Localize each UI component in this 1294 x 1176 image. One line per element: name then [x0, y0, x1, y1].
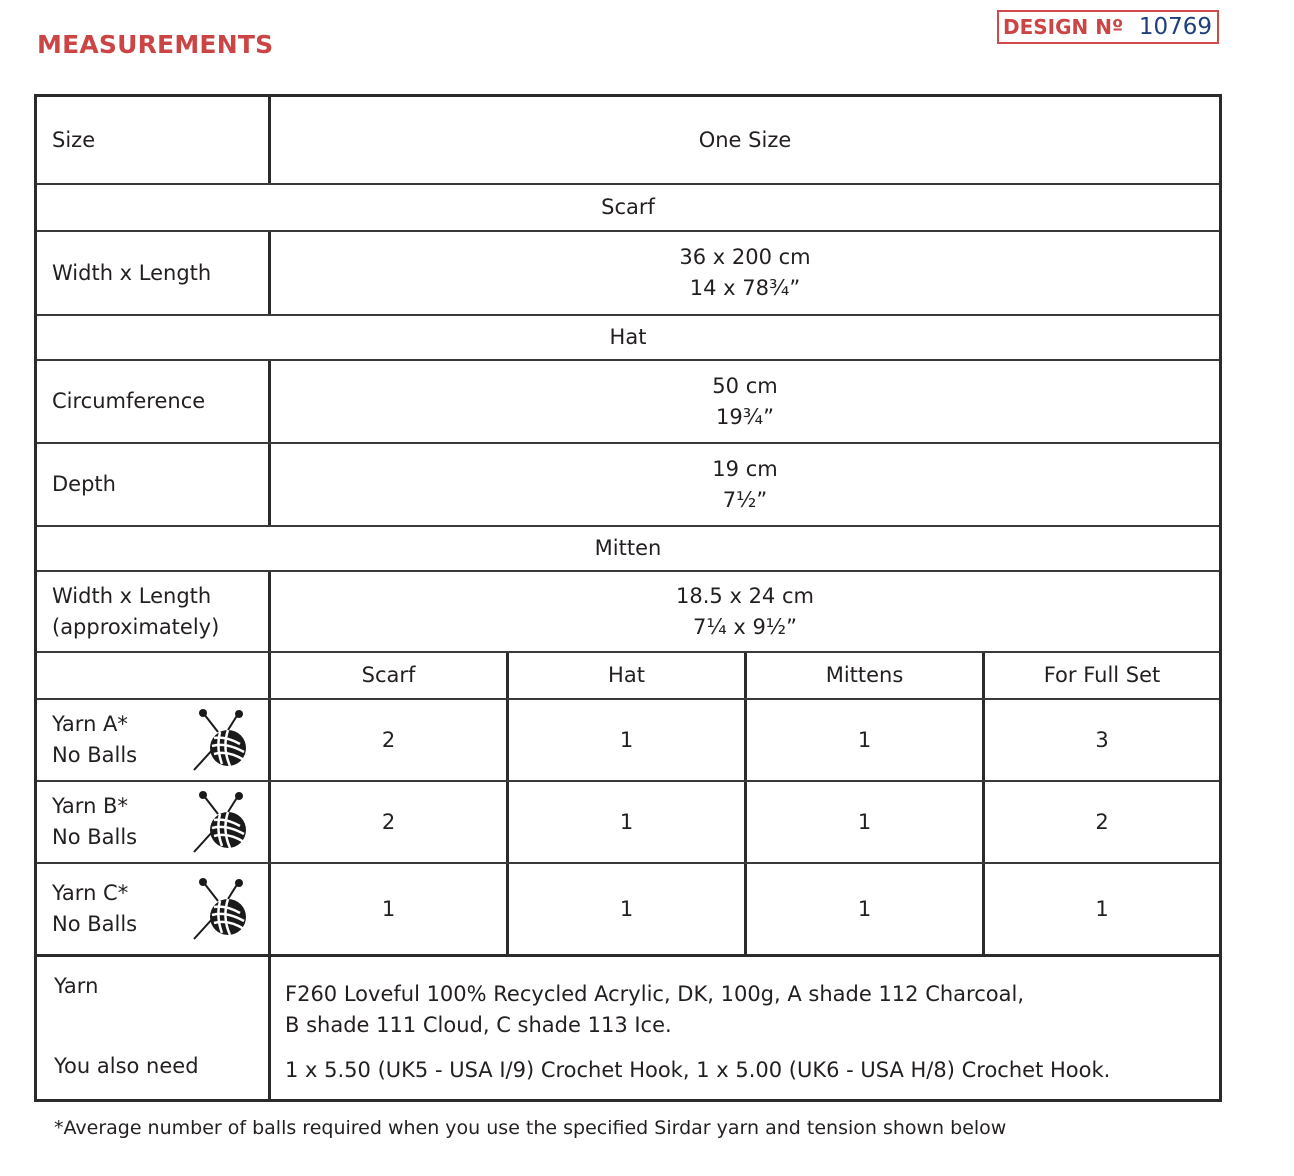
mitten-dimensions-label [37, 572, 271, 651]
yarn-a-label-line1: Yarn A* [52, 712, 128, 736]
yarn-ball-needles-icon [192, 877, 250, 941]
depth-label: Depth [37, 444, 271, 525]
yarn-details-labels [37, 957, 271, 1099]
yarn-a-label [37, 700, 271, 780]
design-label: DESIGN Nº [1003, 15, 1124, 39]
circumference-imperial: 19¾” [716, 404, 774, 429]
yarn-line2: B shade 111 Cloud, C shade 113 Ice. [285, 1013, 672, 1037]
yarn-details-row [37, 957, 1219, 1099]
depth-imperial: 7½” [722, 487, 768, 512]
yarn-label: Yarn [54, 974, 99, 998]
yarn-columns-header-row [37, 653, 1219, 700]
yarn-c-label-line1: Yarn C* [52, 881, 129, 905]
depth-row [37, 444, 1219, 527]
scarf-heading-row [37, 185, 1219, 232]
column-header-hat: Hat [509, 653, 747, 698]
yarn-ball-needles-icon [192, 790, 250, 854]
yarn-c-scarf: 1 [271, 864, 509, 954]
yarn-line1: F260 Loveful 100% Recycled Acrylic, DK, 100g, A shade 112 Charcoal, [285, 982, 1024, 1006]
mitten-metric: 18.5 x 24 cm [676, 583, 814, 608]
yarn-a-mittens: 1 [747, 700, 985, 780]
footnote: *Average number of balls required when you use the specified Sirdar yarn and tension shown below [54, 1117, 1007, 1139]
mitten-dimensions-value [271, 572, 1219, 651]
yarn-b-label-line2: No Balls [52, 825, 138, 849]
column-header-mittens: Mittens [747, 653, 985, 698]
page-title: MEASUREMENTS [37, 30, 274, 59]
yarn-row [37, 864, 1219, 957]
depth-metric: 19 cm [712, 456, 778, 481]
yarn-details-values [271, 957, 1219, 1099]
circumference-value [271, 361, 1219, 442]
yarn-c-label [37, 864, 271, 954]
empty-header-cell [37, 653, 271, 698]
yarn-b-label-line1: Yarn B* [52, 794, 128, 818]
mitten-dimensions-label-line1: Width x Length [52, 583, 212, 608]
yarn-c-hat: 1 [509, 864, 747, 954]
circumference-label: Circumference [37, 361, 271, 442]
hat-heading-row [37, 316, 1219, 361]
yarn-a-hat: 1 [509, 700, 747, 780]
size-value: One Size [698, 127, 792, 152]
yarn-a-label-line2: No Balls [52, 743, 138, 767]
scarf-dimensions-value [271, 232, 1219, 314]
yarn-a-full-set: 3 [1095, 727, 1109, 752]
yarn-b-mittens: 1 [747, 782, 985, 862]
yarn-ball-needles-icon [192, 708, 250, 772]
scarf-imperial: 14 x 78¾” [689, 276, 801, 300]
scarf-heading: Scarf [601, 195, 655, 219]
design-number-box [997, 10, 1219, 44]
yarn-c-full-set: 1 [1095, 896, 1109, 921]
yarn-b-scarf: 2 [271, 782, 509, 862]
yarn-b-hat: 1 [509, 782, 747, 862]
mitten-heading: Mitten [594, 536, 662, 560]
yarn-c-mittens: 1 [747, 864, 985, 954]
yarn-c-label-line2: No Balls [52, 912, 138, 936]
size-row [37, 97, 1219, 185]
column-header-full-set: For Full Set [1043, 663, 1161, 687]
circumference-metric: 50 cm [712, 373, 778, 398]
depth-value [271, 444, 1219, 525]
hat-heading: Hat [609, 325, 647, 349]
also-need-label: You also need [54, 1054, 199, 1078]
column-header-scarf: Scarf [271, 653, 509, 698]
scarf-metric: 36 x 200 cm [679, 245, 811, 269]
size-label: Size [37, 97, 271, 183]
yarn-b-label [37, 782, 271, 862]
circumference-row [37, 361, 1219, 444]
mitten-dimensions-label-line2: (approximately) [52, 614, 220, 639]
yarn-a-scarf: 2 [271, 700, 509, 780]
yarn-row [37, 782, 1219, 864]
mitten-dimensions-row [37, 572, 1219, 653]
measurements-table [34, 94, 1222, 1102]
scarf-dimensions-row [37, 232, 1219, 316]
yarn-row [37, 700, 1219, 782]
mitten-heading-row [37, 527, 1219, 572]
mitten-imperial: 7¼ x 9½” [692, 614, 798, 639]
design-number: 10769 [1138, 14, 1212, 40]
yarn-b-full-set: 2 [1095, 809, 1109, 834]
scarf-dimensions-label: Width x Length [37, 232, 271, 314]
also-need-value: 1 x 5.50 (UK5 - USA I/9) Crochet Hook, 1 x 5.00 (UK6 - USA H/8) Crochet Hook. [285, 1058, 1111, 1082]
